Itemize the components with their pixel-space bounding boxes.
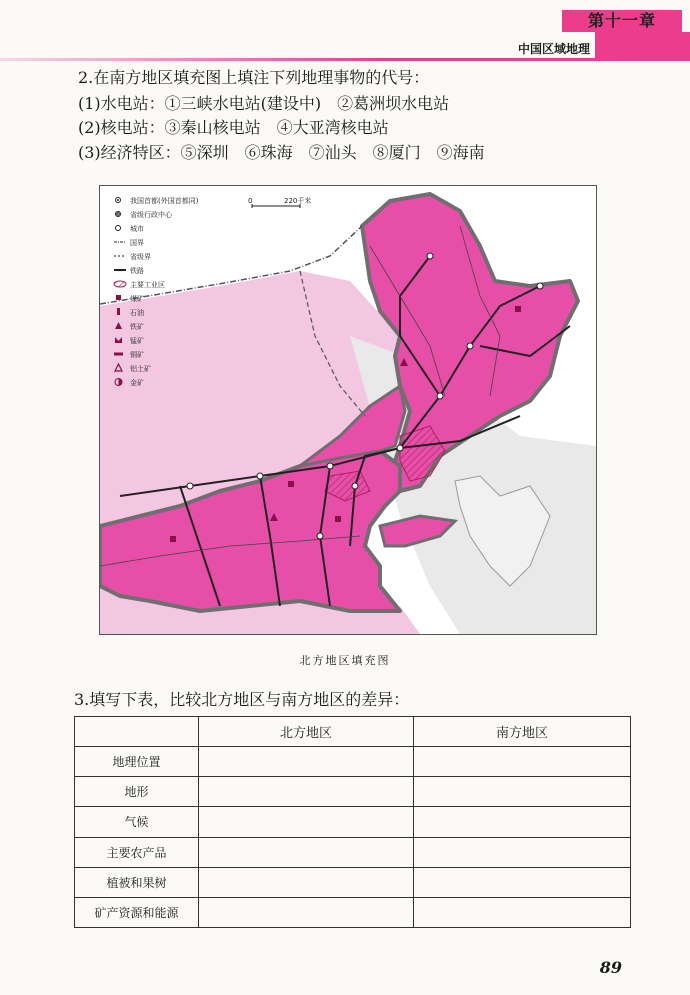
legend-label-copper: 铜矿 [130,351,144,359]
north-region-map [99,185,597,635]
header-accent-bar [595,32,690,58]
answer-cell-south[interactable] [414,777,631,807]
legend-label-provincial-capital: 省级行政中心 [130,211,172,219]
answer-cell-north[interactable] [199,777,414,807]
row-label-vegetation: 植被和果树 [75,867,199,897]
subject-label: 中国区域地理 [517,42,590,56]
table-header-row [75,717,631,747]
row-label-resources: 矿产资源和能源 [75,897,199,927]
answer-cell-north[interactable] [199,867,414,897]
table-row [75,807,631,837]
legend-label-railway: 铁路 [130,267,144,275]
legend-label-city: 城市 [130,225,144,233]
legend-label-iron: 铁矿 [130,323,144,331]
answer-cell-north[interactable] [199,807,414,837]
legend-label-provincial-border: 省级界 [130,253,151,261]
table-row [75,777,631,807]
answer-cell-south[interactable] [414,747,631,777]
legend-label-national-border: 国界 [130,239,144,247]
answer-cell-south[interactable] [414,837,631,867]
answer-cell-north[interactable] [199,837,414,867]
legend-label-manganese: 锰矿 [130,337,144,345]
legend-label-oil: 石油 [130,309,144,317]
scale-zero-label: 0 [248,197,253,205]
table-row [75,747,631,777]
answer-cell-south[interactable] [414,867,631,897]
question-3-intro: 3.填写下表，比较北方地区与南方地区的差异： [74,690,410,709]
legend-label-bauxite: 铝土矿 [130,365,151,373]
row-label-agriculture: 主要农产品 [75,837,199,867]
comparison-table [74,716,631,928]
table-row [75,867,631,897]
legend-label-capital: 我国首都(外国首都同) [130,197,199,205]
legend-label-gold: 金矿 [130,379,144,387]
map-caption: 北方地区填充图 [299,654,391,667]
scale-distance-label: 220千米 [284,197,312,205]
table-header-blank [75,717,199,747]
chapter-label: 第十一章 [562,10,682,32]
question-2-line-2: (2)核电站：③秦山核电站 ④大亚湾核电站 [78,118,389,137]
table-row [75,837,631,867]
legend-label-coal: 煤矿 [130,295,144,303]
row-label-terrain: 地形 [75,777,199,807]
row-label-location: 地理位置 [75,747,199,777]
question-2-intro: 2.在南方地区填充图上填注下列地理事物的代号： [78,68,430,87]
row-label-climate: 气候 [75,807,199,837]
answer-cell-south[interactable] [414,807,631,837]
answer-cell-south[interactable] [414,897,631,927]
answer-cell-north[interactable] [199,897,414,927]
table-row [75,897,631,927]
question-2-line-1: (1)水电站：①三峡水电站(建设中) ②葛洲坝水电站 [78,94,450,113]
answer-cell-north[interactable] [199,747,414,777]
page-number: 89 [599,958,622,977]
question-2-line-3: (3)经济特区：⑤深圳 ⑥珠海 ⑦汕头 ⑧厦门 ⑨海南 [78,143,485,162]
table-header-north: 北方地区 [199,717,414,747]
legend-label-industrial-zone: 主要工业区 [130,281,165,289]
header-rule [0,58,690,61]
table-header-south: 南方地区 [414,717,631,747]
